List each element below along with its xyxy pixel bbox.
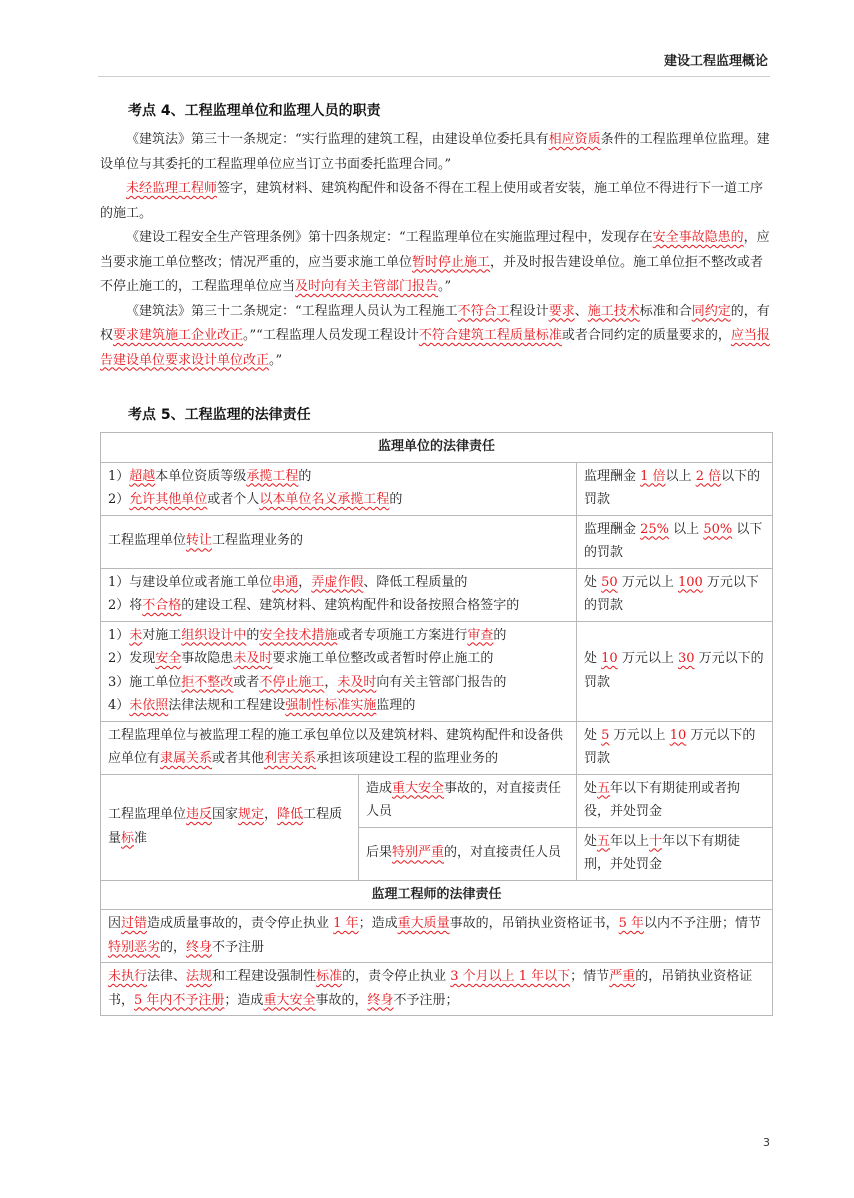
text-run: 或者个人 (207, 492, 260, 507)
highlighted-term: 承揽工程 (246, 468, 299, 484)
legal-liability-table (100, 432, 773, 1016)
cell-line (108, 571, 569, 595)
text-run: 4） (108, 698, 130, 713)
text-run: 不予注册 (212, 939, 265, 955)
text-run: 向有关主管部门报告的 (376, 674, 507, 690)
cell-line (366, 777, 569, 824)
text-run: 工程监理业务的 (212, 533, 304, 549)
text-run: 的 (389, 492, 403, 507)
text-run: 、 (574, 303, 588, 319)
text-run: 的建设工程、建筑材料、建筑构配件和设备按照合格签字的 (181, 598, 520, 613)
text-run: 2）将 (108, 598, 143, 613)
violation-cell (101, 721, 577, 774)
text-run: 万元以上 (617, 651, 678, 666)
highlighted-term: 安全事故隐患的 (652, 230, 744, 245)
text-run: ， (324, 674, 338, 690)
cell-line (108, 488, 569, 512)
text-run: 或者专项施工方案进行 (337, 627, 468, 643)
text-run: 不予注册； (393, 992, 459, 1008)
cell-line (584, 518, 765, 565)
highlighted-term: 严重 (609, 969, 636, 984)
text-run: 处 (584, 780, 598, 796)
highlighted-term: 转让 (186, 533, 213, 549)
highlighted-term: 安全 (155, 651, 182, 666)
engineer-liability-heading: 监理工程师的法律责任 (101, 880, 773, 910)
highlighted-term: 强制性标准实施 (285, 698, 377, 713)
cell-line (108, 529, 569, 553)
table-row (101, 621, 773, 721)
text-run: 准 (134, 830, 148, 846)
table-row (101, 568, 773, 621)
cell-line (108, 724, 569, 771)
text-run: 要求施工单位整改或者暂时停止施工的 (272, 651, 494, 666)
text-run: 万元以上 (617, 574, 678, 590)
text-run: 万元以下的罚款 (584, 651, 764, 690)
highlighted-term: 及时向有关主管部门报告 (295, 279, 439, 294)
header-title: 建设工程监理概论 (663, 54, 768, 69)
highlighted-term: 超越 (129, 468, 156, 484)
text-run: ；情节 (570, 969, 610, 984)
page-number: 3 (763, 1136, 770, 1149)
text-run: 事故的，吊销执业资格证书， (449, 916, 619, 931)
section-5-title: 考点 5、工程监理的法律责任 (128, 407, 311, 423)
text-run: 或者 (233, 674, 260, 690)
text-run: 的，有权 (100, 303, 770, 343)
text-run: 处 (584, 727, 602, 743)
text-run: 以下的罚款 (584, 521, 763, 560)
text-run: 以内不予注册；情节 (644, 916, 762, 931)
table-row (101, 515, 773, 568)
text-run: 工程监理单位 (108, 533, 187, 549)
highlighted-term: 未执行 (108, 969, 148, 984)
text-run: 年以上 (610, 833, 650, 849)
text-run: 工程监理单位 (108, 807, 187, 822)
highlighted-term: 重大安全 (392, 780, 445, 796)
text-run: 工程质量 (108, 807, 343, 846)
highlighted-term: 十 (649, 833, 663, 849)
highlighted-term: 30 (677, 651, 695, 666)
highlighted-term: 特别恶劣 (108, 939, 161, 955)
cell-line (108, 694, 569, 718)
highlighted-term: 10 (601, 651, 618, 666)
text-run: 造成 (366, 780, 393, 796)
highlighted-term: 25% (640, 521, 670, 537)
text-run: 2） (108, 492, 130, 507)
unit-liability-heading: 监理单位的法律责任 (101, 433, 773, 463)
text-run: 法律、 (147, 969, 187, 984)
cell-line (108, 803, 351, 850)
text-run: 本单位资质等级 (155, 468, 247, 484)
penalty-cell (577, 774, 773, 827)
paragraph (100, 300, 772, 374)
highlighted-term: 不停止施工 (259, 674, 325, 690)
violation-cell (101, 774, 359, 880)
cell-line (108, 912, 765, 959)
text-run: 监理的 (376, 698, 416, 713)
table-row (101, 963, 773, 1016)
highlighted-term: 50 (601, 574, 618, 590)
cell-line (108, 594, 569, 618)
table-header-row (101, 880, 773, 910)
paragraph (100, 177, 772, 226)
highlighted-term: 同约定 (691, 303, 731, 319)
text-run: 1） (108, 468, 130, 484)
cell-line (108, 465, 569, 489)
text-run: 《建筑法》第三十二条规定：“工程监理人员认为工程施工 (126, 303, 458, 319)
text-run: 事故的，对直接责任人员 (366, 780, 562, 819)
highlighted-term: 违反 (186, 807, 213, 822)
highlighted-term: 10 (669, 727, 687, 743)
text-run: 2）发现 (108, 651, 156, 666)
text-run: 的 (298, 468, 312, 484)
highlighted-term: 1 倍 (640, 468, 666, 484)
highlighted-term: 法规 (186, 969, 213, 984)
highlighted-term: 不符合工 (457, 303, 510, 319)
cell-line (108, 647, 569, 671)
highlighted-term: 5 (601, 727, 610, 743)
cell-line (366, 841, 569, 865)
text-run: 的， (160, 939, 187, 955)
text-run: 标准和合 (639, 303, 692, 319)
text-run: 年以下有期徒刑或者拘役，并处罚金 (584, 780, 741, 819)
text-run: 因 (108, 916, 122, 931)
penalty-cell (577, 721, 773, 774)
highlighted-term: 暂时停止施工 (412, 254, 491, 270)
highlighted-term: 不合格 (142, 598, 182, 613)
highlighted-term: 五 (597, 780, 611, 796)
highlighted-term: 审查 (467, 627, 494, 643)
text-run: 的 (246, 627, 260, 643)
paragraph (100, 128, 772, 177)
text-run: 事故的， (315, 992, 368, 1008)
highlighted-term: 2 倍 (695, 468, 722, 484)
highlighted-term: 未及时 (233, 651, 273, 666)
highlighted-term: 重大安全 (263, 992, 316, 1008)
text-run: 法律法规和工程建设 (168, 698, 286, 713)
highlighted-term: 以本单位名义承揽工程 (259, 492, 390, 507)
highlighted-term: 标 (121, 830, 135, 846)
highlighted-term: 应当报告建设单位要求设计单位改正 (100, 328, 770, 368)
highlighted-term: 未依照 (129, 698, 169, 713)
text-run: 承担该项建设工程的监理业务的 (316, 751, 499, 766)
text-run: 1）与建设单位或者施工单位 (108, 574, 273, 590)
cause-cell (359, 827, 577, 880)
violation-cell (101, 621, 577, 721)
text-run: 以上 (669, 521, 704, 537)
cell-line (584, 647, 765, 694)
penalty-cell (577, 827, 773, 880)
text-run: 后果 (366, 845, 393, 861)
text-run: 年以下有期徒刑，并处罚金 (584, 833, 741, 872)
highlighted-term: 五 (597, 833, 611, 849)
table-row (101, 721, 773, 774)
cell-line (108, 671, 569, 695)
text-run: 对施工 (142, 627, 182, 643)
text-run: 的，对直接责任人员 (444, 845, 562, 861)
text-run: ；造成 (224, 992, 264, 1008)
highlighted-term: 允许其他单位 (129, 492, 208, 507)
text-run: 3）施工单位 (108, 674, 182, 690)
highlighted-term: 未经监理工程师 (126, 181, 218, 196)
text-run: ；造成 (358, 916, 398, 931)
cell-line (108, 965, 765, 1012)
text-run: 。” (438, 279, 452, 294)
text-run: 、降低工程质量的 (363, 574, 468, 590)
highlighted-term: 终身 (186, 939, 213, 955)
penalty-cell (577, 568, 773, 621)
text-run: 。”“工程监理人员发现工程设计 (243, 328, 419, 343)
text-run: ， (298, 574, 312, 590)
text-run: 程设计 (509, 303, 549, 319)
text-run: 以上 (665, 468, 696, 484)
highlighted-term: 不符合建筑工程质量标准 (418, 328, 562, 343)
text-run: 和工程建设强制性 (212, 969, 317, 984)
text-run: 处 (584, 574, 602, 590)
violation-cell (101, 568, 577, 621)
text-run: 《建筑法》第三十一条规定：“实行监理的建筑工程，由建设单位委托具有 (126, 132, 549, 147)
penalty-cell (577, 621, 773, 721)
highlighted-term: 相应资质 (548, 132, 601, 147)
text-run: 处 (584, 651, 602, 666)
text-run: 的 (493, 627, 507, 643)
highlighted-term: 重大质量 (397, 916, 450, 931)
text-run: 1） (108, 627, 130, 643)
text-run: 条件的工程监理单位监理。建设单位与其委托的工程监理单位应当订立书面委托监理合同。” (100, 132, 770, 172)
highlighted-term: 终身 (367, 992, 394, 1008)
text-run: 监理酬金 (584, 521, 641, 537)
text-run: 。” (269, 352, 283, 368)
text-run: 万元以下的罚款 (584, 727, 756, 766)
penalty-cell (577, 462, 773, 515)
highlighted-term: 3 个月以上 1 年以下 (450, 969, 571, 984)
text-run: 以下的罚款 (584, 468, 761, 507)
text-run: 万元以下的罚款 (584, 574, 759, 613)
section-4-body (100, 128, 772, 373)
cell-line (584, 465, 765, 512)
highlighted-term: 弄虚作假 (311, 574, 364, 590)
highlighted-term: 规定 (238, 807, 265, 822)
highlighted-term: 过错 (121, 916, 148, 931)
engineer-liability-cell (101, 963, 773, 1016)
highlighted-term: 串通 (272, 574, 299, 590)
text-run: ，应当要求施工单位整改；情况严重的，应当要求施工单位 (100, 230, 770, 270)
highlighted-term: 要求建筑施工企业改正 (113, 328, 244, 343)
table-row (101, 774, 773, 827)
text-run: 或者合同约定的质量要求的， (561, 328, 731, 343)
text-run: 工程监理单位与被监理工程的施工承包单位以及建筑材料、建筑构配件和设备供应单位有 (108, 727, 564, 766)
highlighted-term: 要求 (548, 303, 575, 319)
table-row (101, 910, 773, 963)
highlighted-term: 隶属关系 (160, 751, 213, 766)
cell-line (584, 724, 765, 771)
text-run: 的，吊销执业资格证书， (108, 969, 753, 1008)
cause-cell (359, 774, 577, 827)
violation-cell (101, 462, 577, 515)
header-divider (98, 76, 770, 77)
cell-line (584, 777, 765, 824)
text-run: 造成质量事故的，责令停止执业 (147, 916, 334, 931)
text-run: ，并及时报告建设单位。施工单位拒不整改或者不停止施工的，工程监理单位应当 (100, 254, 764, 294)
highlighted-term: 特别严重 (392, 845, 445, 861)
highlighted-term: 利害关系 (264, 751, 317, 766)
text-run: ， (264, 807, 278, 822)
highlighted-term: 100 (677, 574, 703, 590)
cell-line (584, 571, 765, 618)
text-run: 万元以上 (609, 727, 670, 743)
text-run: 国家 (212, 807, 239, 822)
highlighted-term: 施工技术 (587, 303, 640, 319)
highlighted-term: 未及时 (337, 674, 377, 690)
highlighted-term: 50% (703, 521, 733, 537)
highlighted-term: 降低 (277, 807, 304, 822)
text-run: 监理酬金 (584, 468, 641, 484)
highlighted-term: 安全技术措施 (259, 627, 338, 643)
text-run: 处 (584, 833, 598, 849)
highlighted-term: 1 年 (333, 916, 359, 931)
highlighted-term: 5 年 (618, 916, 645, 931)
violation-cell (101, 515, 577, 568)
highlighted-term: 标准 (316, 969, 343, 984)
highlighted-term: 5 年内不予注册 (134, 992, 225, 1008)
text-run: 《建设工程安全生产管理条例》第十四条规定：“工程监理单位在实施监理过程中，发现存在 (126, 230, 653, 245)
section-4-title: 考点 4、工程监理单位和监理人员的职责 (128, 103, 381, 119)
cell-line (108, 624, 569, 648)
paragraph (100, 226, 772, 300)
penalty-cell (577, 515, 773, 568)
cell-line (584, 830, 765, 877)
highlighted-term: 组织设计中 (181, 627, 247, 643)
table-header-row (101, 433, 773, 463)
text-run: 的，责令停止执业 (342, 969, 451, 984)
highlighted-term: 未 (129, 627, 143, 643)
text-run: 或者其他 (212, 751, 265, 766)
highlighted-term: 拒不整改 (181, 674, 234, 690)
table-row (101, 462, 773, 515)
engineer-liability-cell (101, 910, 773, 963)
text-run: 事故隐患 (181, 651, 234, 666)
text-run: 签字，建筑材料、建筑构配件和设备不得在工程上使用或者安装，施工单位不得进行下一道工序的施工。 (100, 181, 764, 221)
